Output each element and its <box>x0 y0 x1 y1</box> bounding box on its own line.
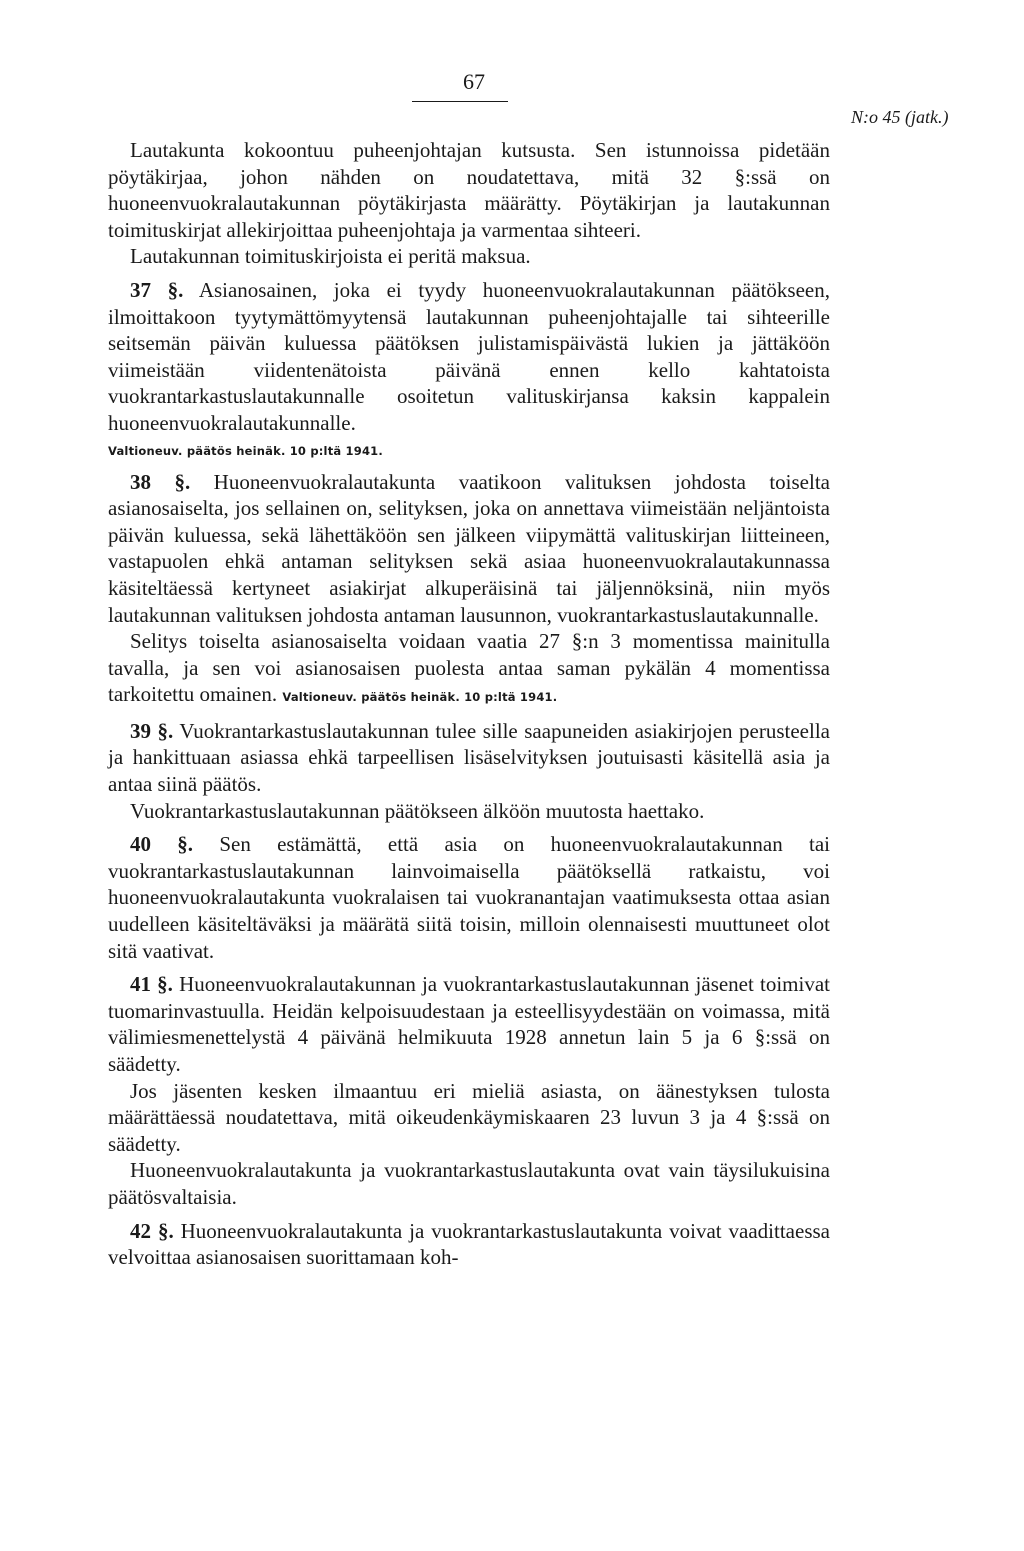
statute-text <box>108 137 830 1271</box>
section-38-paragraph-2 <box>108 628 830 711</box>
section-40 <box>108 831 830 964</box>
page-number: 67 <box>463 69 485 94</box>
section-39 <box>108 718 830 798</box>
section-41-number: 41 §. <box>130 972 173 997</box>
section-38-paragraph-2-text: Selitys toiselta asianosaiselta voidaan vaatia 27 §:n 3 momentissa mainitulla tavalla, ja sen voi asianosaisen puolesta antaa saman pykälän 4 momentissa tarkoitettu omainen. <box>108 629 830 707</box>
section-39-number: 39 §. <box>130 718 174 743</box>
section-42 <box>108 1218 830 1271</box>
section-41-text: Huoneenvuokralautakunnan ja vuokrantarkastuslautakunnan jäsenet toimivat tuomarinvastuulla. Heidän kelpoisuudestaan ja esteellisyydestään on voimassa, mitä välimiesmenettelystä 4 päivänä helmikuuta 1928 annetun lain 5 ja 6 §:ssä on säädetty. <box>108 972 830 1076</box>
section-37-text: Asianosainen, joka ei tyydy huoneenvuokralautakunnan päätökseen, ilmoittakoon tyytymättömyytensä lautakunnan puheenjohtajalle tai sihteerille seitsemän päivän kuluessa päätöksen julistamispäivästä lukien ja jättäköön viimeistään viidentenätoista päivänä ennen kello kahtatoista vuokrantarkastuslautakunnalle osoitetun valituskirjansa kaksin kappalein huoneenvuokralautakunnalle. <box>108 277 831 435</box>
source-note-38: Valtioneuv. päätös heinäk. 10 p:ltä 1941. <box>282 690 558 705</box>
section-37-source <box>108 437 830 462</box>
section-41-paragraph-2: Jos jäsenten kesken ilmaantuu eri mieliä asiasta, on äänestyksen tulosta määrättäessä noudatettava, mitä oikeudenkäymiskaaren 23 luvun 3 ja 4 §:ssä on säädetty. <box>108 1078 830 1156</box>
section-38-number: 38 §. <box>130 469 191 494</box>
section-40-text: Sen estämättä, että asia on huoneenvuokralautakunnan tai vuokrantarkastuslautakunnan lainvoimaisella päätöksellä ratkaistu, voi huoneenvuokralautakunta vuokralaisen tai vuokranantajan vaatimuksesta ottaa asian uudelleen käsiteltäväksi ja määrätä siitä toisin, milloin olennaisesti muuttuneet olot sitä vaativat. <box>108 832 831 963</box>
section-42-text: Huoneenvuokralautakunta ja vuokrantarkastuslautakunta voivat vaadittaessa velvoittaa asianosaisen suorittamaan koh- <box>108 1218 830 1270</box>
section-39-paragraph-2: Vuokrantarkastuslautakunnan päätökseen älköön muutosta haettako. <box>130 798 705 823</box>
paragraph-36-continued: Lautakunta kokoontuu puheenjohtajan kutsusta. Sen istunnoissa pidetään pöytäkirjaa, johon nähden on noudatettava, mitä 32 §:ssä on huoneenvuokralautakunnan pöytäkirjasta määrätty. Pöytäkirjan ja lautakunnan toimituskirjat allekirjoittaa puheenjohtaja ja varmentaa sihteeri. <box>108 138 830 242</box>
series-reference: N:o 45 (jatk.) <box>851 107 949 127</box>
section-41 <box>108 971 830 1077</box>
section-37-number: 37 §. <box>130 277 184 302</box>
paragraph-36-fees: Lautakunnan toimituskirjoista ei peritä maksua. <box>130 244 531 269</box>
header-rule <box>412 101 508 102</box>
section-40-number: 40 §. <box>130 832 194 857</box>
section-38-text: Huoneenvuokralautakunta vaatikoon valituksen johdosta toiselta asianosaiselta, jos sellainen on, selityksen, joka on annettava viimeistään neljäntoista päivän kuluessa, sekä lähettäköön sen jälkeen viipymättä valituskirjan liitteineen, vastapuolen ehkä antaman selityksen sekä asiaa huoneenvuokralautakunnassa käsiteltäessä kertyneet asiakirjat alkuperäisinä tai jäljennöksinä, niin myös lautakunnan valituksen johdosta antaman lausunnon, vuokrantarkastuslautakunnalle. <box>108 469 830 627</box>
section-38 <box>108 469 830 629</box>
source-note-37: Valtioneuv. päätös heinäk. 10 p:ltä 1941. <box>108 443 383 458</box>
section-39-text: Vuokrantarkastuslautakunnan tulee sille saapuneiden asiakirjojen perusteella ja hankittuaan asiassa ehkä tarpeellisen lisäselvityksen joutuisasti käsitellä asia ja antaa siinä päätös. <box>108 718 830 797</box>
section-37 <box>108 277 830 437</box>
section-42-number: 42 §. <box>130 1218 174 1243</box>
section-41-paragraph-3: Huoneenvuokralautakunta ja vuokrantarkastuslautakunta ovat vain täysilukuisina päätösvaltaisia. <box>108 1158 830 1209</box>
